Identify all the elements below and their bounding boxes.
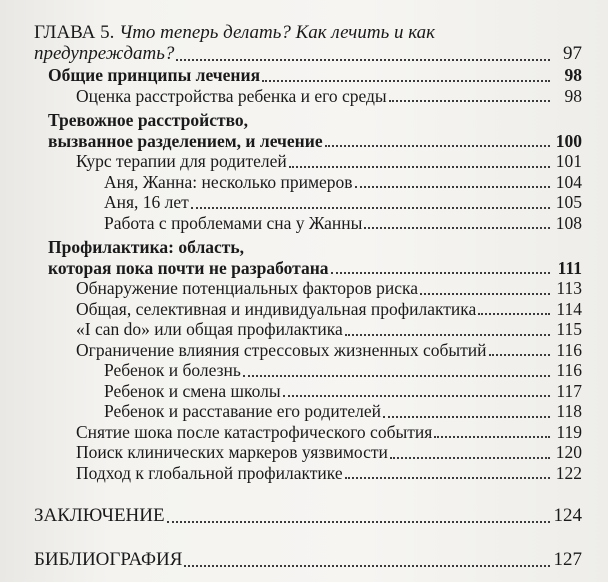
entry-label: Ребенок и расставание его родителей: [104, 401, 381, 421]
page-number: 108: [555, 212, 582, 233]
page-number: 105: [555, 192, 582, 212]
toc-entry-child-parents[interactable]: [34, 401, 582, 422]
leader-dots: [389, 100, 550, 102]
page-number: 116: [556, 339, 582, 360]
toc-entry-parents-course[interactable]: [34, 151, 582, 172]
page-number: 122: [555, 462, 582, 483]
leader-dots: [355, 186, 550, 188]
toc-entry-prevention-line1: Профилактика: область,: [48, 237, 245, 257]
toc-entry-markers[interactable]: [34, 442, 582, 463]
leader-dots: [383, 416, 550, 418]
leader-dots: [262, 80, 550, 82]
entry-label: которая пока почти не разработана: [48, 257, 329, 278]
page-number: 98: [564, 85, 582, 106]
toc-entry-child-school[interactable]: [34, 381, 582, 402]
toc-entry-bibliography[interactable]: [34, 549, 582, 571]
leader-dots: [489, 354, 550, 356]
page-number: 119: [556, 421, 582, 442]
leader-dots: [289, 166, 550, 168]
entry-label: Ребенок и болезнь: [104, 360, 241, 380]
page-number: 104: [555, 171, 582, 192]
entry-label: Аня, Жанна: несколько примеров: [104, 171, 353, 192]
chapter-5-title-line2: предупреждать?: [34, 43, 175, 64]
toc-entry-i-can-do[interactable]: [34, 319, 582, 340]
entry-label: Работа с проблемами сна у Жанны: [104, 212, 363, 233]
page-number: 98: [564, 65, 582, 85]
entry-label: ЗАКЛЮЧЕНИЕ: [34, 505, 165, 526]
page-number: 114: [556, 298, 582, 319]
chapter-5-heading: [34, 22, 582, 43]
leader-dots: [345, 334, 550, 336]
toc-entry-anya-zhanna[interactable]: [34, 172, 582, 193]
leader-dots: [325, 145, 550, 147]
leader-dots: [176, 59, 550, 61]
page-number: 116: [556, 360, 582, 380]
chapter-5-title-line1: Что теперь делать? Как лечить и как: [119, 22, 436, 43]
entry-label: БИБЛИОГРАФИЯ: [34, 549, 183, 570]
toc-entry-anya-16[interactable]: [34, 192, 582, 213]
entry-label: Оценка расстройства ребенка и его среды: [76, 85, 387, 106]
page-number: 127: [553, 549, 582, 570]
leader-dots: [191, 207, 550, 209]
toc-entry-sleep-work[interactable]: [34, 213, 582, 234]
page-number: 101: [555, 151, 582, 171]
leader-dots: [478, 313, 550, 315]
page-number: 97: [563, 43, 582, 64]
toc-entry-conclusion[interactable]: [34, 505, 582, 527]
chapter-5-prefix: ГЛАВА 5.: [34, 22, 120, 43]
toc-entry-anxiety[interactable]: [34, 131, 582, 152]
leader-dots: [331, 272, 550, 274]
page-number: 118: [556, 401, 582, 421]
toc-entry-prevention[interactable]: [34, 258, 582, 279]
entry-label: Ограничение влияния стрессовых жизненных событий: [76, 339, 487, 360]
toc-entry-general-principles[interactable]: [34, 65, 582, 86]
toc-entry-global-approach[interactable]: [34, 463, 582, 484]
entry-label: Общая, селективная и индивидуальная профилактика: [76, 298, 477, 319]
leader-dots: [420, 293, 550, 295]
leader-dots: [243, 375, 550, 377]
entry-label: Общие принципы лечения: [48, 65, 261, 85]
leader-dots: [184, 565, 550, 567]
page-number: 115: [556, 319, 582, 339]
entry-label: Подход к глобальной профилактике: [76, 462, 343, 483]
toc-entry-child-illness[interactable]: [34, 360, 582, 381]
toc-entry-anxiety-line1: Тревожное расстройство,: [48, 110, 249, 130]
leader-dots: [364, 227, 550, 229]
toc-entry-chapter-5[interactable]: [34, 43, 582, 65]
entry-label: «I can do» или общая профилактика: [76, 319, 343, 339]
toc-entry-assessment[interactable]: [34, 86, 582, 107]
leader-dots: [434, 436, 550, 438]
entry-label: Ребенок и смена школы: [104, 380, 281, 401]
page-number: 124: [553, 505, 582, 526]
leader-dots: [167, 521, 550, 523]
entry-label: Снятие шока после катастрофического события: [76, 421, 433, 442]
page-number: 120: [555, 442, 582, 462]
toc-entry-stress-limit[interactable]: [34, 340, 582, 361]
entry-label: вызванное разделением, и лечение: [48, 130, 323, 151]
leader-dots: [390, 457, 550, 459]
toc-entry-risk-factors[interactable]: [34, 278, 582, 299]
entry-label: Поиск клинических маркеров уязвимости: [76, 442, 388, 462]
page-number: 113: [556, 278, 582, 298]
toc-entry-shock-relief[interactable]: [34, 422, 582, 443]
page-number: 117: [556, 380, 582, 401]
page-number: 100: [555, 130, 582, 151]
leader-dots: [283, 395, 550, 397]
entry-label: Аня, 16 лет: [104, 192, 189, 212]
page-number: 111: [557, 257, 582, 278]
entry-label: Курс терапии для родителей: [76, 151, 287, 171]
leader-dots: [345, 477, 550, 479]
entry-label: Обнаружение потенциальных факторов риска: [76, 278, 419, 298]
toc-entry-general-selective[interactable]: [34, 299, 582, 320]
